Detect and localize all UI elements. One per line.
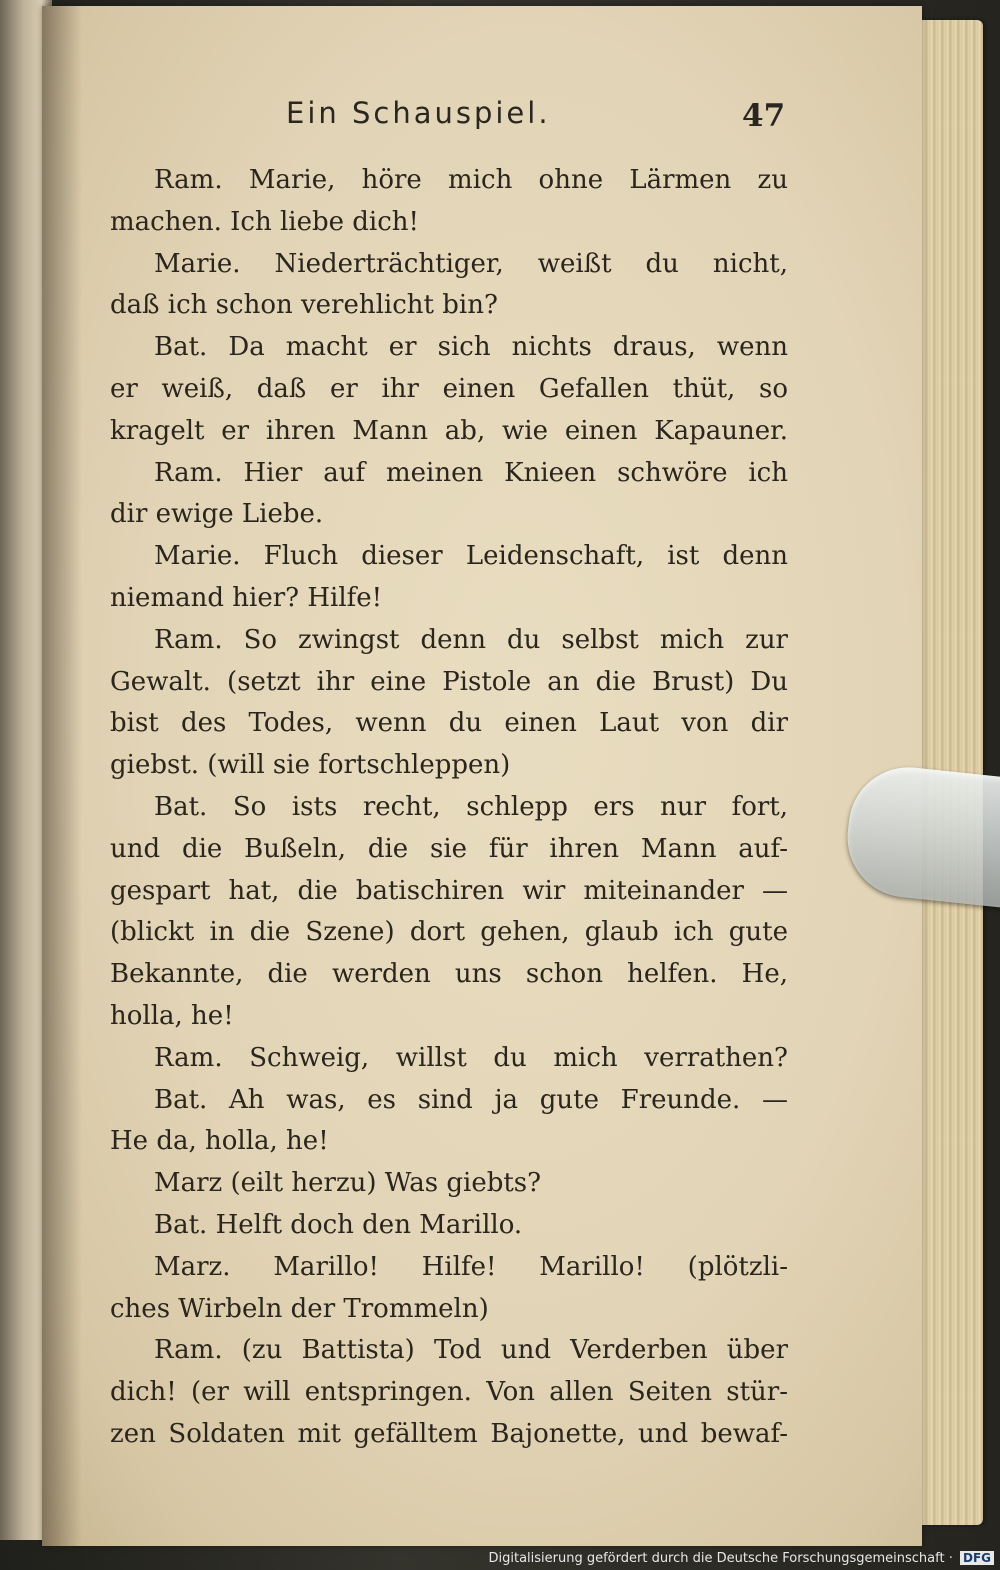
text-line: und die Bußeln, die sie für ihren Mann auf- <box>110 833 788 864</box>
text-line: daß ich schon verehlicht bin? <box>110 290 498 321</box>
text-line: Bat. Helft doch den Marillo. <box>154 1209 523 1240</box>
text-line: Gewalt. (setzt ihr eine Pistole an die Brust) Du <box>110 666 788 697</box>
dfg-logo: DFG <box>960 1551 994 1565</box>
gutter-shadow <box>42 6 82 1546</box>
page-text <box>110 160 788 1456</box>
text-line: holla, he! <box>110 1000 234 1031</box>
text-line: er weiß, daß er ihr einen Gefallen thüt, so <box>110 373 788 404</box>
text-line: gespart hat, die batischiren wir miteinander — <box>110 875 788 906</box>
text-line: Marz (eilt herzu) Was giebts? <box>154 1168 542 1199</box>
text-line: dir ewige Liebe. <box>110 499 324 530</box>
running-head: Ein Schauspiel. <box>286 96 551 130</box>
text-line: ches Wirbeln der Trommeln) <box>110 1293 489 1324</box>
text-line: dich! (er will entspringen. Von allen Seiten stür- <box>110 1377 788 1408</box>
text-line: kragelt er ihren Mann ab, wie einen Kapauner. <box>110 415 788 446</box>
text-line: He da, holla, he! <box>110 1126 329 1157</box>
text-line: Ram. (zu Battista) Tod und Verderben über <box>154 1335 788 1366</box>
text-line: Ram. So zwingst denn du selbst mich zur <box>154 624 788 655</box>
digitization-credit <box>488 1551 994 1566</box>
text-line: Bat. Da macht er sich nichts draus, wenn <box>154 332 788 363</box>
text-line: Ram. Marie, höre mich ohne Lärmen zu <box>154 165 788 195</box>
text-line: machen. Ich liebe dich! <box>110 206 419 237</box>
text-line: Marie. Niederträchtiger, weißt du nicht, <box>154 248 788 279</box>
text-line: Marie. Fluch dieser Leidenschaft, ist denn <box>154 541 788 572</box>
text-line: Ram. Hier auf meinen Knieen schwöre ich <box>154 457 788 488</box>
text-line: zen Soldaten mit gefälltem Bajonette, und bewaf- <box>110 1418 788 1449</box>
text-line: Bat. So ists recht, schlepp ers nur fort, <box>154 791 788 822</box>
text-line: niemand hier? Hilfe! <box>110 582 383 613</box>
text-line: (blickt in die Szene) dort gehen, glaub ich gute <box>110 917 788 948</box>
text-line: Ram. Schweig, willst du mich verrathen? <box>154 1042 788 1073</box>
text-line: Marz. Marillo! Hilfe! Marillo! (plötzli- <box>154 1251 788 1282</box>
text-line: Bekannte, die werden uns schon helfen. He, <box>110 959 788 990</box>
credit-text: Digitalisierung gefördert durch die Deutsche Forschungsgemeinschaft · <box>488 1551 953 1566</box>
text-line: Bat. Ah was, es sind ja gute Freunde. — <box>154 1084 788 1115</box>
page-number: 47 <box>742 98 786 134</box>
text-line: bist des Todes, wenn du einen Laut von dir <box>110 708 788 739</box>
text-line: giebst. (will sie fortschleppen) <box>110 750 511 781</box>
